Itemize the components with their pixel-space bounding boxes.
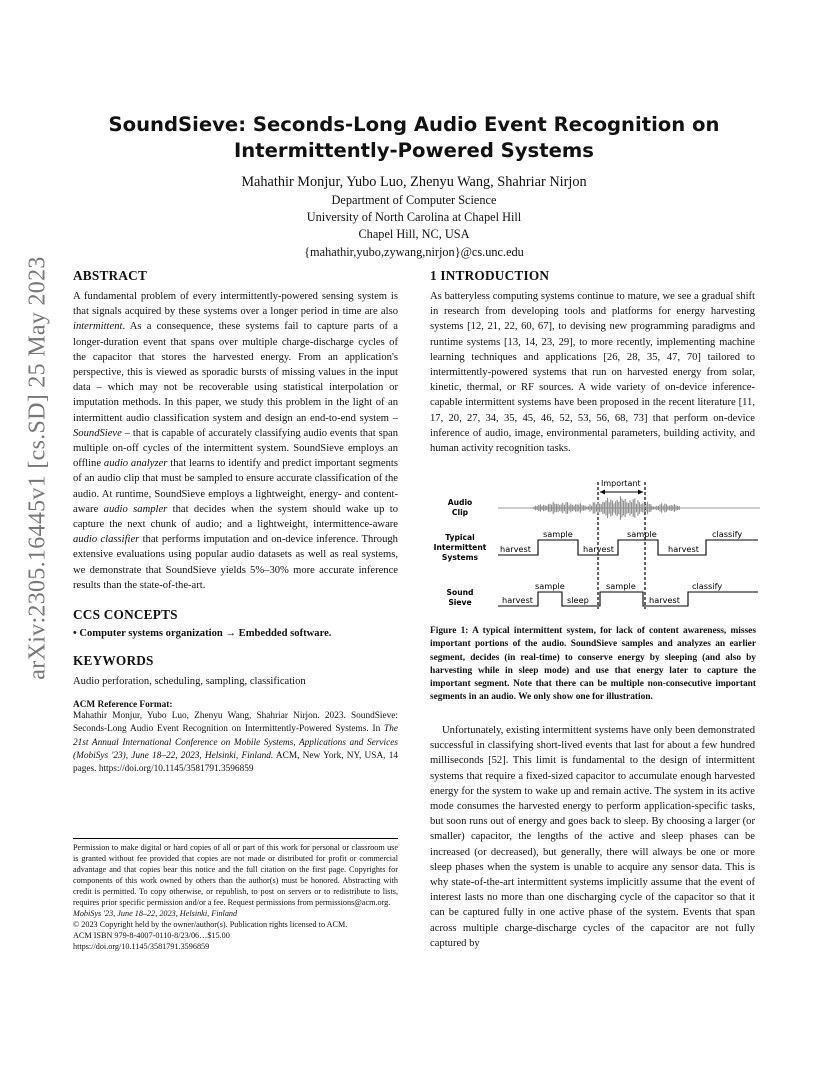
typical-sample-2: sample	[627, 529, 657, 539]
typical-harvest-2: harvest	[583, 544, 614, 554]
conference-line: MobiSys '23, June 18–22, 2023, Helsinki, Finland	[73, 909, 238, 918]
author-list: Mahathir Monjur, Yubo Luo, Zhenyu Wang, Shahriar Nirjon	[241, 174, 587, 190]
figure-1-diagram	[430, 474, 760, 622]
intro-section-continued	[430, 723, 755, 951]
ccs-text: • Computer systems organization → Embedded software.	[73, 628, 332, 640]
typical-label-3: Systems	[441, 553, 479, 562]
intro-heading: 1 INTRODUCTION	[430, 268, 550, 283]
typical-label-1: Typical	[445, 533, 475, 542]
figure-1-caption: Figure 1: A typical intermittent system, for lack of content awareness, misses important portions of the audio. SoundSieve samples and analyzes an earlier segment, decides (in real-time) to conserve energy by sleeping (and also by harvesting while in sleep mode) and use that energy later to capture the important segment. Note that there can be multiple non-consecutive important segments in an audio. We only show one for illustration.	[430, 626, 756, 703]
copyright-footnote	[73, 838, 398, 952]
figure-1	[430, 474, 760, 622]
reference-format-text: Mahathir Monjur, Yubo Luo, Zhenyu Wang, Shahriar Nirjon. 2023. SoundSieve: Seconds-Long Audio Event Recognition on Intermittently-Powered Systems. In The 21st Annual International Conference on Mobile Systems, Applications and Services (MobiSys '23), June 18–22, 2023, Helsinki, Finland. ACM, New York, NY, USA, 14 pages. https://doi.org/10.1145/3581791.3596859	[73, 711, 398, 775]
soundsieve-label-1: Sound	[446, 588, 474, 597]
doi-line: https://doi.org/10.1145/3581791.3596859	[73, 942, 210, 951]
sieve-sleep: sleep	[567, 595, 589, 605]
typical-sample-1: sample	[543, 529, 573, 539]
intro-paragraph-2: Unfortunately, existing intermittent systems have only been demonstrated successful in classifying short-lived events that last for about a few hundred milliseconds [52]. This limit is fundamental to the design of intermittent systems that require a fixed-sized capacitor to accumulate enough harvested energy for the system to wake up and remain active. The system in its active mode consumes the harvested energy to perform application-specific tasks, but soon runs out of energy and goes back to sleep. By choosing a larger (or smaller) capacitor, the lengths of the active and sleep phases can be increased (or decreased), but generally, there will always be one or more sleep phases when the system is unable to acquire any sensor data. This is why state-of-the-art intermittent systems implicitly assume that the event of interest lasts no more than one discharging cycle of the capacitor so that it can be captured fully in one active phase of the system. Events that span across multiple charge-discharge cycles of the capacitor are not fully captured by	[430, 725, 755, 949]
title-line-1: SoundSieve: Seconds-Long Audio Event Recognition on	[108, 113, 720, 136]
isbn-line: ACM ISBN 979-8-4007-0110-8/23/06…$15.00	[73, 931, 230, 940]
soundsieve-label-2: Sieve	[448, 598, 472, 607]
sieve-harvest-1: harvest	[502, 595, 533, 605]
affiliation-department: Department of Computer Science	[331, 193, 497, 207]
sieve-classify: classify	[692, 581, 723, 591]
affiliation-block	[74, 192, 754, 261]
ccs-heading: CCS CONCEPTS	[73, 607, 178, 623]
sieve-harvest-2: harvest	[649, 595, 680, 605]
audio-clip-label-2: Clip	[451, 508, 469, 517]
abstract-heading: ABSTRACT	[73, 268, 148, 283]
permission-notice: Permission to make digital or hard copies of all or part of this work for personal or classroom use is granted without fee provided that copies are not made or distributed for profit or commercial advantage and that copies bear this notice and the full citation on the first page. Copyrights for components of this work owned by others than the author(s) must be honored. Abstracting with credit is permitted. To copy otherwise, or republish, to post on servers or to redistribute to lists, requires prior specific permission and/or a fee. Request permissions from permissions@acm.org.	[73, 843, 398, 907]
affiliation-university: University of North Carolina at Chapel Hill	[306, 210, 522, 225]
intro-section-top	[430, 268, 755, 456]
left-column	[73, 268, 398, 776]
typical-harvest-3: harvest	[668, 544, 699, 554]
affiliation-location: Chapel Hill, NC, USA	[358, 227, 470, 242]
arxiv-sidebar	[12, 0, 64, 1072]
keywords-heading: KEYWORDS	[73, 653, 154, 669]
reference-format-heading: ACM Reference Format:	[73, 700, 173, 711]
typical-classify: classify	[712, 529, 743, 539]
sieve-sample-1: sample	[535, 581, 565, 591]
soundsieve-timeline	[498, 592, 758, 606]
title-line-2: Intermittently-Powered Systems	[234, 139, 594, 162]
copyright-line: © 2023 Copyright held by the owner/author(s). Publication rights licensed to ACM.	[73, 920, 348, 929]
audio-clip-label-1: Audio	[447, 498, 473, 507]
keywords-text: Audio perforation, scheduling, sampling, classification	[73, 676, 306, 688]
paper-title	[74, 112, 754, 164]
typical-label-2: Intermittent	[433, 543, 487, 552]
sieve-sample-2: sample	[606, 581, 636, 591]
abstract-text: A fundamental problem of every intermittently-powered sensing system is that signals acquired by these systems over a longer period in time are also intermittent. As a consequence, these systems fail to capture parts of a longer-duration event that spans over multiple charge-discharge cycles of the capacitor that stores the harvested energy. From an application's perspective, this is viewed as sporadic bursts of missing values in the input data – which may not be recoverable using statistical interpolation or imputation methods. In this paper, we study this problem in the light of an intermittent audio classification system and design an end-to-end system – SoundSieve – that is capable of accurately classifying audio events that span multiple on-off cycles of the intermittent system. SoundSieve employs an offline audio analyzer that learns to identify and predict important segments of an audio clip that must be sampled to ensure accurate classification of the audio. At runtime, SoundSieve employs a lightweight, energy- and content-aware audio sampler that decides when the system should wake up to capture the next chunk of audio; and a lightweight, intermittence-aware audio classifier that performs imputation and on-device inference. Through extensive evaluations using popular audio datasets as well as real systems, we demonstrate that SoundSieve yields 5%–30% more accurate inference results than the state-of-the-art.	[73, 291, 399, 591]
typical-harvest-1: harvest	[500, 544, 531, 554]
affiliation-email: {mahathir,yubo,zywang,nirjon}@cs.unc.edu	[304, 244, 524, 259]
typical-timeline	[498, 540, 758, 555]
arxiv-identifier: arXiv:2305.16445v1 [cs.SD] 25 May 2023	[24, 256, 51, 680]
important-label: Important	[601, 479, 641, 488]
intro-paragraph-1: As batteryless computing systems continue to mature, we see a gradual shift in research from developing tools and platforms for energy harvesting systems [12, 21, 22, 60, 67], to devising new programming paradigms and runtime systems [13, 14, 23, 29], to more recently, implementing machine learning techniques and applications [26, 28, 35, 47, 70] tailored to intermittently-powered systems that run on harvested energy from solar, kinetic, thermal, or RF sources. A wide variety of on-device inference-capable intermittent systems have been proposed in the recent literature [11, 17, 20, 27, 34, 35, 45, 46, 52, 53, 56, 68, 73] that perform on-device inference of audio, image, environmental parameters, building activity, and human activity recognition tasks.	[430, 291, 755, 455]
